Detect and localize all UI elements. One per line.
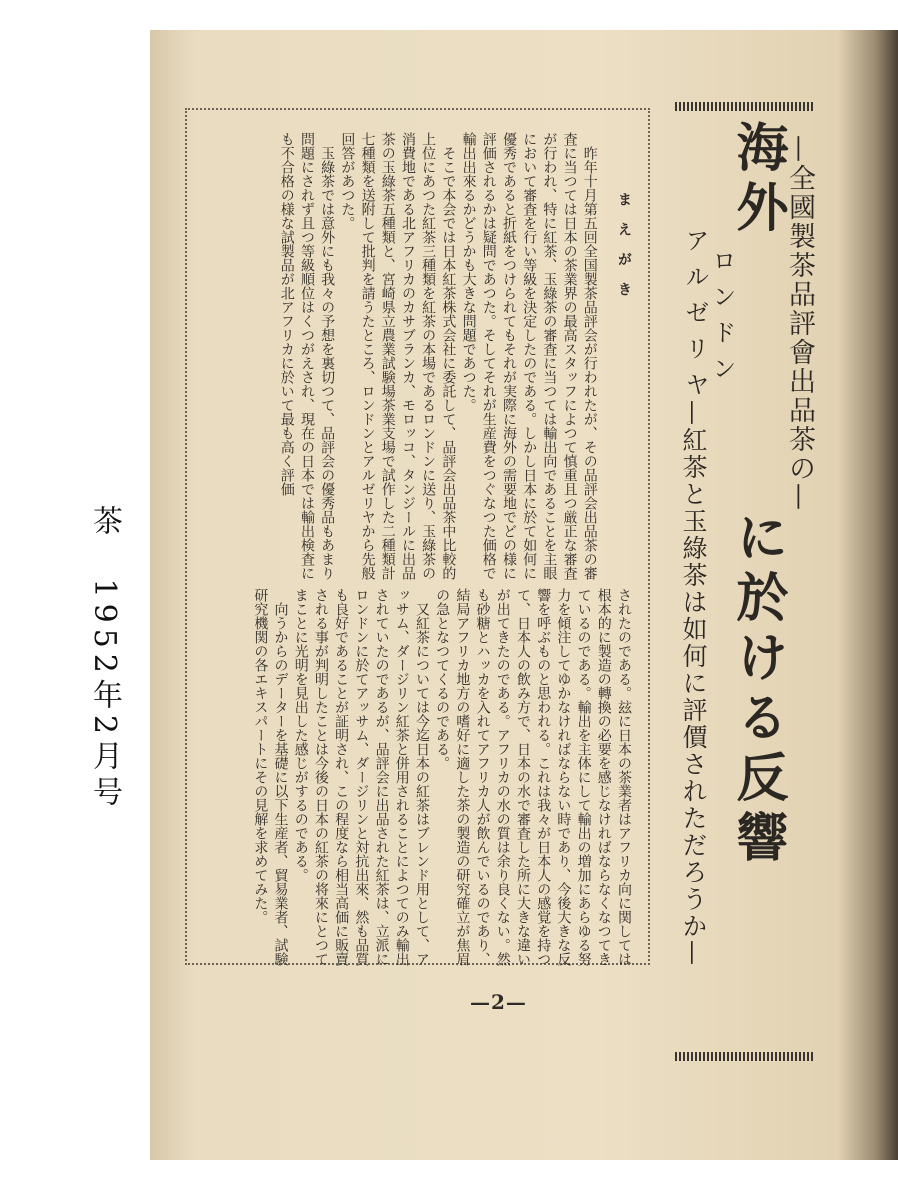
- title-part-1: 海外: [727, 120, 788, 240]
- paragraph: 玉綠茶では意外にも我々の予想を裏切つて、品評会の優秀品もあまり問題にされず且つ等級順位はくつがえされ、現在の日本では輸出検査にも不合格の様な試製品が北アフリカに於いて最も高く評価: [278, 132, 336, 580]
- magazine-issue-label: [82, 505, 126, 812]
- title-place-london: ロンドン: [708, 248, 736, 392]
- paragraph: 向うからのデーターを基礎に以下生産者、貿易業者、試験研究機関の各エキスパートにその見解を求めてみた。: [252, 588, 289, 966]
- title-part-2: に於ける反響: [727, 510, 788, 870]
- article-lower-section: [194, 588, 634, 966]
- magazine-title: 茶: [87, 505, 122, 541]
- issue-date: 1952年2月号: [87, 578, 122, 812]
- paragraph: そこで本会では日本紅茶株式会社に委託して、品評会出品茶中比較的上位にあつた紅茶三種類を紅茶の本場であるロンドンに送り、玉綠茶の消費地である北アフリカのカサブランカ、モロッコ、タンジールに出品茶の玉綠茶五種類と、宮崎県立農業試験場茶業支場で試作した二種類計七種類を送附して批判を請うたところ、ロンドンとアルゼリヤから先般回答があつた。: [339, 132, 457, 580]
- article-tagline: —紅茶と玉綠茶は如何に評價されただろうか—: [679, 400, 708, 967]
- paragraph: 昨年十月第五回全国製茶品評会が行われたが、その品評会出品茶の審査に当つては日本の茶業界の最高スタッフによつて慎重且つ厳正な審査が行われ、特に紅茶、玉綠茶の審査に当つては輸出向であることを主眼において審査を行い等級を決定したのである。しかし日本に於て如何に優秀であると折紙をつけられてもそれが実際に海外の需要地でどの様に評価されるかは疑問であつた。そしてそれが生産費をつぐなつた価格で輸出出來るかどうかも大きな問題であつた。: [460, 132, 598, 580]
- page-number: —2—: [470, 990, 527, 1014]
- top-decorative-rule: [675, 102, 815, 111]
- title-place-algeria: アルゼリヤ: [681, 228, 709, 408]
- section-heading: まえがき: [616, 192, 632, 312]
- scanned-page: [150, 30, 898, 1160]
- bottom-decorative-rule: [675, 1052, 815, 1061]
- paragraph: されたのである。玆に日本の茶業者はアフリカ向に関しては根本的に製造の轉換の必要を感じなければならなくなつてきているのである。輸出を主体にして輸出の増加にあらゆる努力を傾注してゆかなければならない時であり、今後大きな反響を呼ぶものと思われる。これは我々が日本人の感覚を持つて、日本人の飲み方で、日本の水で審査した所に大きな違いが出てきたのである。アフリカの水の質は余り良くない。然も砂糖とハッカを入れてアフリカ人が飲んでいるのであり、結局アフリカ地方の嗜好に適した茶の製造の研究確立が焦眉の急となつてくるのである。: [434, 588, 632, 966]
- article-upper-section: [194, 132, 634, 580]
- paragraph: 又紅茶については今迄日本の紅茶はブレンド用として、アッサム、ダージリン紅茶と併用されることによつてのみ輸出されていたのであるが、品評会に出品された紅茶は、立派にロンドンに於てアッサム、ダージリンと対抗出來、然も品質も良好であることが証明され、この程度なら相当高価に販賣される事が判明したことは今後の日本の紅茶の将來にとつてまことに光明を見出した感じがするのである。: [292, 588, 430, 966]
- article-subtitle: —全國製茶品評會出品茶の—: [784, 135, 815, 512]
- article-body-box: [185, 108, 650, 965]
